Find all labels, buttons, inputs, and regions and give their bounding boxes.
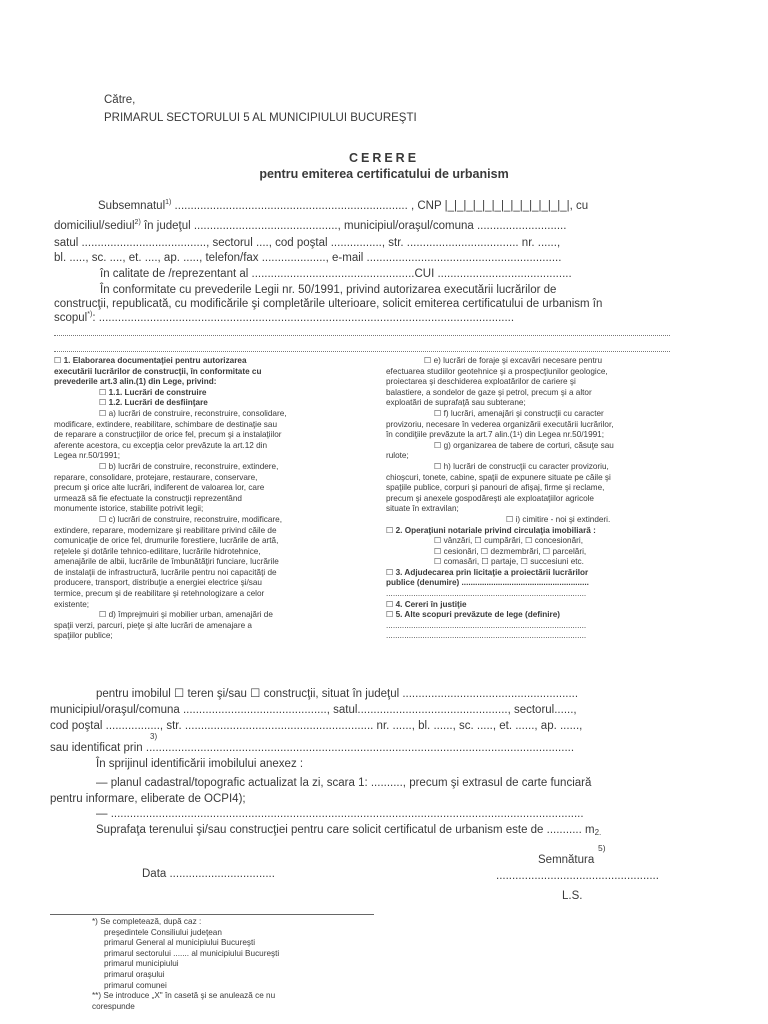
list-item: spaţii verzi, parcuri, pieţe şi alte lucrări de amenajare a xyxy=(54,620,252,630)
list-item: chioşcuri, tonete, cabine, spaţii de expunere situate pe căile şi xyxy=(386,472,611,482)
footnote-line: **) Se introduce „X" în casetă şi se anulează ce nu xyxy=(92,991,276,1001)
footnote-line: primarul comunei xyxy=(104,980,167,990)
list-item: ☐ 1.1. Lucrări de construire xyxy=(99,387,207,397)
form-subtitle: pentru emiterea certificatului de urbanism xyxy=(259,167,509,181)
property-line-6: — planul cadastral/topografic actualizat la zi, scara 1: .........., precum şi extrasul de carte funciară xyxy=(96,777,592,789)
list-item: urmează să fie efectuate la construcţii reprezentând xyxy=(54,493,242,503)
list-item: de reparare a construcţiilor de orice fel, precum şi a instalaţiilor xyxy=(54,430,282,440)
list-item: ☐ a) lucrări de construire, reconstruire, consolidare, xyxy=(99,408,287,418)
list-item: spaţiile publice, corpuri şi panouri de afişaj, firme şi reclame, xyxy=(386,483,605,493)
list-item: ☐ 1. Elaborarea documentaţiei pentru autorizarea xyxy=(54,356,247,365)
property-line-7: pentru informare, eliberate de OCPI4); xyxy=(50,793,246,805)
list-item: producere, transport, distribuţie a energiei electrice şi/sau xyxy=(54,578,262,588)
list-item: ☐ i) cimitire - noi şi extinderi. xyxy=(506,514,611,524)
property-line-3: cod poştal ................., str. ........................................................... nr. ......, bl. ......, sc. ....., et. ......, ap. ......, xyxy=(50,720,583,732)
list-item: spaţiilor publice; xyxy=(54,631,113,641)
list-item: Legea nr.50/1991; xyxy=(54,451,121,461)
list-item: efectuarea studiilor geotehnice şi a prospecţiunilor geologice, xyxy=(386,366,608,376)
applicant-line-4: bl. ....., sc. ...., et. ...., ap. ....., telefon/fax ...................., e-mail ............................................................. xyxy=(54,252,562,264)
list-item: ☐ cesionări, ☐ dezmembrări, ☐ parcelări, xyxy=(434,546,587,556)
stamp-label: L.S. xyxy=(562,890,583,902)
list-item: ........................................................................................ xyxy=(386,620,587,630)
list-item: publice (denumire) ........................................................ xyxy=(386,578,589,588)
list-item: ☐ g) organizarea de tabere de corturi, căsuţe sau xyxy=(434,440,614,450)
list-item: rulote; xyxy=(386,451,409,461)
recipient-name: PRIMARUL SECTORULUI 5 AL MUNICIPIULUI BUCUREŞTI xyxy=(104,112,417,124)
list-item: în condiţiile prevăzute la art.7 alin.(1¹) din Legea nr.50/1991; xyxy=(386,430,605,440)
applicant-line-6: În conformitate cu prevederile Legii nr. 50/1991, privind autorizarea executării lucrărilor de xyxy=(100,284,557,296)
list-item: precum şi anexele gospodăreşti ale exploataţiilor agricole xyxy=(386,493,594,503)
list-item: modificare, extindere, reabilitare, schimbare de destinaţie sau xyxy=(54,419,277,429)
footnotes xyxy=(92,917,279,1012)
signature-label: Semnătura xyxy=(538,854,595,866)
signature-line: ................................................... xyxy=(496,870,659,882)
list-item: exploatări de suprafaţă sau subterane; xyxy=(386,398,526,408)
applicant-line-8: scopul*): .................................................................................................................................. xyxy=(54,311,515,324)
surface-line: Suprafaţa terenului şi/sau construcţiei pentru care solicit certificatul de urbanism este de ........... m2. xyxy=(96,824,602,837)
list-item: ☐ 5. Alte scopuri prevăzute de lege (definire) xyxy=(386,610,561,620)
list-item: amenajările de albii, lucrările de îmbunătăţiri funciare, lucrările xyxy=(54,557,279,567)
footnote-ref: 5) xyxy=(598,843,606,853)
list-item: ☐ b) lucrări de construire, reconstruire, extindere, xyxy=(99,461,279,471)
list-item: ☐ c) lucrări de construire, reconstruire, modificare, xyxy=(99,514,282,524)
list-item: reţelele şi dotările tehnico-edilitare, lucrările hidrotehnice, xyxy=(54,546,261,556)
list-item: ☐ 1.2. Lucrări de desfiinţare xyxy=(99,398,208,408)
list-item: situate în extravilan; xyxy=(386,504,459,514)
footnote-line: preşedintele Consiliului judeţean xyxy=(104,927,222,937)
footnote-line: primarul General al municipiului Bucureşti xyxy=(104,938,256,948)
list-item: balastiere, a sondelor de gaze şi petrol, precum şi a altor xyxy=(386,387,592,397)
list-item: executării lucrărilor de construcţii, în conformitate cu xyxy=(54,366,262,376)
list-item: ☐ 2. Operaţiuni notariale privind circulaţia imobiliară : xyxy=(386,525,596,535)
list-item: ........................................................................................ xyxy=(386,631,587,641)
list-item: ☐ comasări, ☐ partaje, ☐ succesiuni etc. xyxy=(434,557,584,567)
list-item: aferente acestora, cu excepţia celor prevăzute la art.12 din xyxy=(54,440,267,450)
list-item: ☐ 3. Adjudecarea prin licitaţie a proiectării lucrărilor xyxy=(386,567,589,577)
list-item: ☐ e) lucrări de foraje şi excavări necesare pentru xyxy=(424,356,602,365)
footnote-line: primarul sectorului ....... al municipiului Bucureşti xyxy=(104,948,280,958)
dotted-rule xyxy=(54,335,670,336)
list-item: ☐ h) lucrări de construcţii cu caracter provizoriu, xyxy=(434,461,609,471)
footnote-ref: 3) xyxy=(150,732,158,741)
applicant-line-7: construcţii, republicată, cu modificările şi completările ulterioare, solicit emiterea certificatului de urbanism în xyxy=(54,298,603,310)
list-item: precum şi orice alte lucrări, indiferent de valoarea lor, care xyxy=(54,483,265,493)
list-item: ☐ vânzări, ☐ cumpărări, ☐ concesionări, xyxy=(434,536,583,546)
date-field: Data ................................. xyxy=(142,868,275,880)
property-line-1: pentru imobilul ☐ teren şi/sau ☐ construcţii, situat în judeţul ....................................................... xyxy=(96,688,579,700)
list-item: ☐ f) lucrări, amenajări şi construcţii cu caracter xyxy=(434,408,604,418)
list-item: monumente istorice, stabilite potrivit legii; xyxy=(54,504,204,514)
list-item: provizoriu, necesare în vederea organizării executării lucrărilor, xyxy=(386,419,614,429)
recipient-prefix: Către, xyxy=(104,94,136,106)
list-item: comunicaţie de orice fel, drumurile forestiere, lucrările de artă, xyxy=(54,536,279,546)
footnote-line: primarul municipiului xyxy=(104,959,179,969)
dotted-rule xyxy=(54,351,670,352)
property-line-5: În sprijinul identificării imobilului anexez : xyxy=(96,758,304,770)
list-item: ☐ 4. Cereri în justiţie xyxy=(386,599,467,609)
applicant-line-3: satul ......................................., sectorul ...., cod poştal ................, str. ................................... nr. ......, xyxy=(54,237,561,249)
list-item: de instalaţii de infrastructură, lucrările pentru noi capacităţi de xyxy=(54,567,277,577)
applicant-line-2: domiciliul/sediul$^{2)}$ în judeţul ............................................., municipiul/oraşul/comuna ............................ xyxy=(54,219,567,232)
list-item: ☐ d) împrejmuiri şi mobilier urban, amenajări de xyxy=(99,610,273,620)
footnote-divider xyxy=(50,914,374,915)
list-item: prevederile art.3 alin.(1) din Lege, privind: xyxy=(54,377,217,387)
left-column xyxy=(54,356,344,642)
applicant-line-1: Subsemnatul$^{1)}$ ......................................................................... , CNP |_|_|_|_|_|_|_|_|_|_|_|_|_|, cu xyxy=(98,199,589,212)
list-item: proiectarea şi deschiderea exploatărilor de cariere şi xyxy=(386,377,576,387)
list-item: extindere, reparare, modernizare şi reabilitare privind căile de xyxy=(54,525,277,535)
footnote-line: corespunde xyxy=(92,1001,135,1011)
footnote-line: primarul oraşului xyxy=(104,969,165,979)
form-title: CERERE xyxy=(348,151,420,165)
list-item: reparare, consolidare, protejare, restaurare, conservare, xyxy=(54,472,258,482)
property-line-8: — .................................................................................................................................................... xyxy=(96,808,584,820)
applicant-line-5: în calitate de /reprezentant al ...................................................CUI .......................................... xyxy=(100,268,572,280)
footnote-line: *) Se completează, după caz : xyxy=(92,917,202,926)
right-column xyxy=(386,356,671,642)
property-line-2: municipiul/oraşul/comuna ............................................., satul..............................................., sectorul......, xyxy=(50,704,577,716)
list-item: existente; xyxy=(54,599,90,609)
list-item: termice, precum şi de reabilitare şi retehnologizare a celor xyxy=(54,589,265,599)
list-item: ........................................................................................ xyxy=(386,589,587,599)
property-line-4: sau identificat prin ...................................................................................................................................... xyxy=(50,742,575,754)
